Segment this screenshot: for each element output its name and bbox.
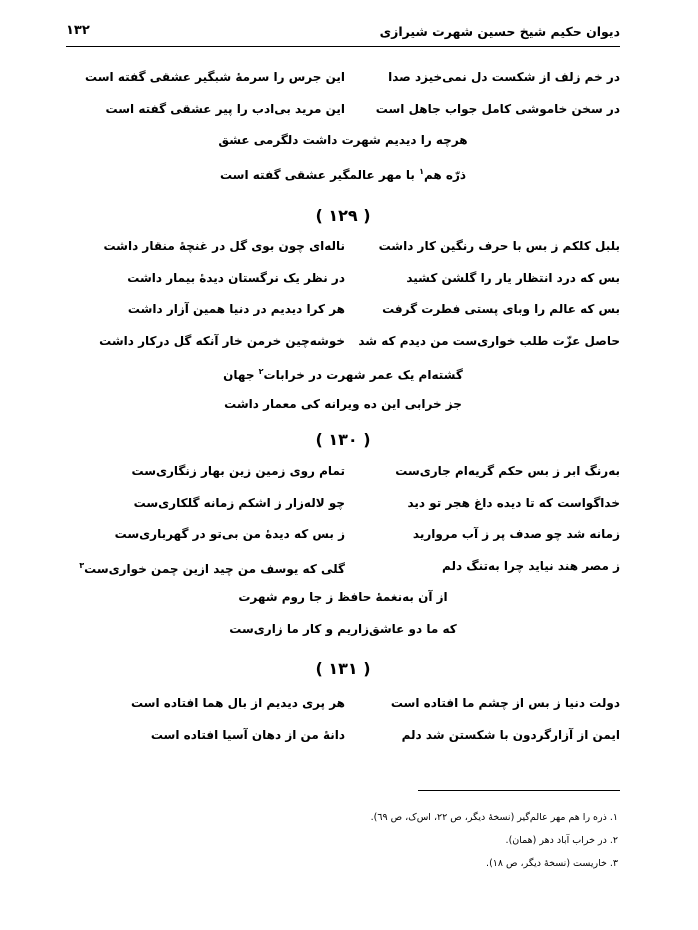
poem-block <box>66 237 620 426</box>
second-hemistich: تمام روی زمین زین بهار زنگاری‌ست <box>131 464 345 478</box>
second-hemistich: هر کرا دیدیم در دنیا همین آزار داشت <box>127 302 345 316</box>
couplet-row <box>66 525 620 557</box>
second-hemistich: ناله‌ای چون بوی گل در غنچهٔ منقار داشت <box>103 239 345 253</box>
poem-number-heading: ( ۱۲۹ ) <box>315 206 371 225</box>
second-hemistich <box>79 557 345 578</box>
poem-number-heading: ( ۱۳۱ ) <box>315 659 371 678</box>
second-hemistich: این جرس را سرمهٔ شبگیر عشقی گفته است <box>85 70 345 84</box>
first-hemistich: ایمن از آزارگردون با شکستن شد دلم <box>401 727 620 742</box>
footnote-marker: ۱ <box>419 166 424 176</box>
couplet-row <box>66 462 620 494</box>
second-hemistich: دانهٔ من از دهان آسیا افتاده است <box>150 727 345 742</box>
closing-line <box>66 363 620 395</box>
first-hemistich: بلبل کلکم ز بس با حرف رنگین کار داشت <box>378 239 620 253</box>
second-hemistich: خوشه‌چین خرمن خار آنکه گل درکار داشت <box>99 333 345 348</box>
footnote-marker: ۳ <box>79 560 85 570</box>
footnote-item: ۱. ذره را هم مهر عالم‌گیر (نسخهٔ دیگر، ص ۲۲، اس‌ک، ص ٦۹). <box>370 812 618 823</box>
closing-line: هرچه را دیدیم شهرت داشت دلگرمی عشق <box>218 133 468 147</box>
footnote-marker: ۲ <box>258 367 264 376</box>
intro-poem-block <box>66 68 620 194</box>
first-hemistich: دولت دنیا ز بس از چشم ما افتاده است <box>390 696 620 710</box>
first-hemistich: ز مصر هند نیاید چرا به‌تنگ دلم <box>442 558 620 573</box>
poem-block <box>66 462 620 651</box>
couplet-row <box>66 557 620 589</box>
verse-text: گشته‌ام یک عمر شهرت در خرابات <box>263 368 463 382</box>
footnote-item: ۳. خاریست (نسخهٔ دیگر، ص ۱۸). <box>486 858 618 869</box>
poem-block <box>66 694 620 757</box>
couplet-row <box>66 494 620 526</box>
couplet-row <box>66 694 620 726</box>
book-title: دیوان حکیم شیخ حسین شهرت شیرازی <box>379 24 620 39</box>
verse-text: با مهر عالمگیر عشقی گفته است <box>219 167 420 182</box>
couplet-row <box>66 300 620 332</box>
verse-text: گلی که یوسف من چید ازین چمن خواری‌ست <box>84 561 345 576</box>
second-hemistich: چو لاله‌زار ز اشکم زمانه گلکاری‌ست <box>133 495 345 510</box>
second-hemistich: در نظر یک نرگستان دیدهٔ بیمار داشت <box>127 270 345 285</box>
poem-number-heading: ( ۱۳۰ ) <box>315 430 371 449</box>
couplet-row <box>66 100 620 132</box>
first-hemistich: بس که درد انتظار یار را گلشن کشید <box>406 270 620 285</box>
couplet-row <box>66 237 620 269</box>
verse-text: جهان <box>223 368 259 382</box>
footnote-item: ۲. در خراب آباد دهر (همان). <box>505 835 618 846</box>
verse-text: ذرّه هم <box>423 167 467 182</box>
closing-line: که ما دو عاشق‌زاریم و کار ما زاری‌ست <box>229 621 457 636</box>
first-hemistich: خداگواست که تا دیده داغ هجر تو دید <box>407 495 620 510</box>
couplet-row <box>66 332 620 364</box>
couplet-row <box>66 726 620 758</box>
page-number: ۱۳۲ <box>66 23 90 38</box>
couplet-row <box>66 68 620 100</box>
closing-line: از آن به‌نغمهٔ حافظ ز جا روم شهرت <box>238 590 448 604</box>
second-hemistich: این مرید بی‌ادب را پیر عشقی گفته است <box>105 101 345 116</box>
closing-line: جز خرابی این ده ویرانه کی معمار داشت <box>224 396 462 411</box>
first-hemistich: زمانه شد چو صدف پر ز آب مروارید <box>412 527 620 541</box>
closing-line <box>66 163 620 195</box>
first-hemistich: بس که عالم را وبای پستی فطرت گرفت <box>382 302 620 316</box>
first-hemistich: در سخن خاموشی کامل جواب جاهل است <box>375 101 620 116</box>
second-hemistich: ز بس که دیدهٔ من بی‌تو در گهرباری‌ست <box>114 527 345 541</box>
first-hemistich: حاصل عزّت طلب خواری‌ست من دیدم که شد <box>358 333 620 348</box>
running-header <box>66 22 620 47</box>
first-hemistich: به‌رنگ ابر ز بس حکم گریه‌ام جاری‌ست <box>395 464 620 478</box>
footnote-separator <box>418 790 620 791</box>
footnotes <box>66 806 618 875</box>
couplet-row <box>66 269 620 301</box>
second-hemistich: هر پری دیدیم از بال هما افتاده است <box>130 696 345 710</box>
first-hemistich: در خم زلف از شکست دل نمی‌خیزد صدا <box>388 70 620 84</box>
